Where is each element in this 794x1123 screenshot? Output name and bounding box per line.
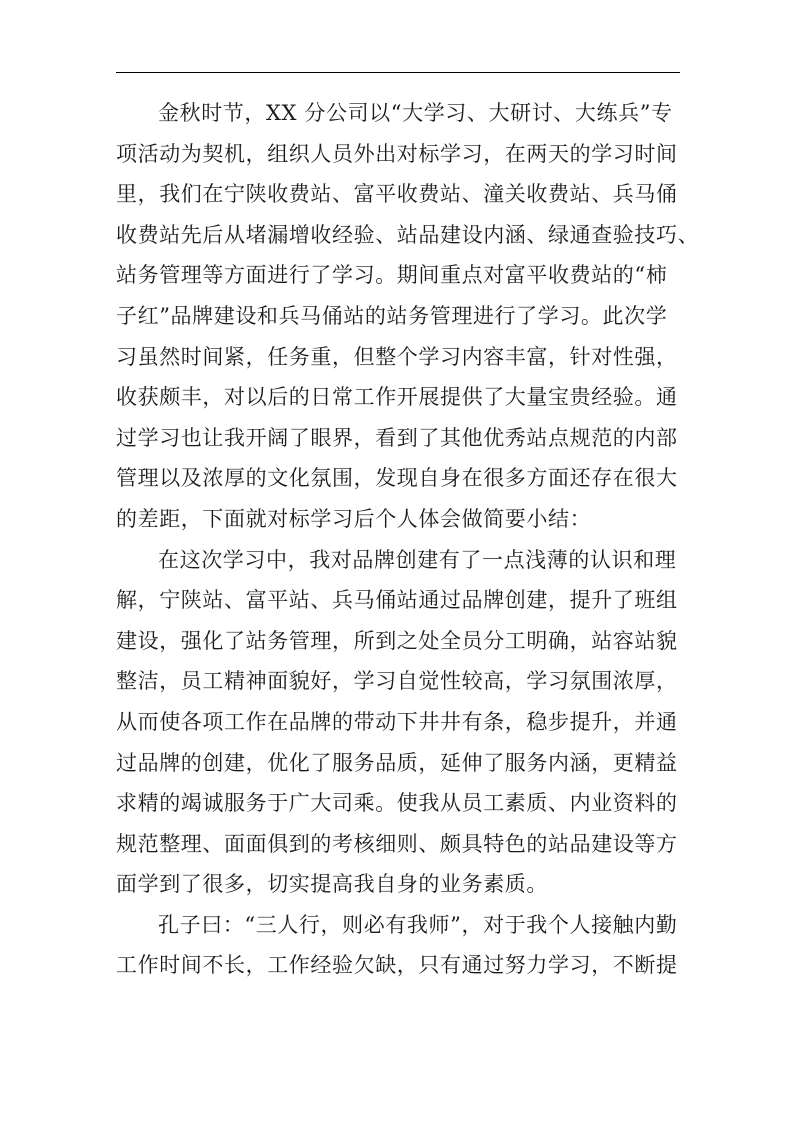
- text-line: 子红”品牌建设和兵马俑站的站务管理进行了学习。此次学: [116, 303, 668, 328]
- text-line: 收费站先后从堵漏增收经验、站品建设内涵、绿通查验技巧、: [116, 222, 700, 247]
- text-line: 建设，强化了站务管理，所到之处全员分工明确，站容站貌: [116, 628, 678, 653]
- text-line: 从而使各项工作在品牌的带动下井井有条，稳步提升，并通: [116, 709, 678, 734]
- text-line: 过学习也让我开阔了眼界，看到了其他优秀站点规范的内部: [116, 425, 678, 450]
- text-line: 面学到了很多，切实提高我自身的业务素质。: [116, 872, 548, 897]
- header-rule: [116, 72, 680, 73]
- text-line: 站务管理等方面进行了学习。期间重点对富平收费站的“柿: [116, 263, 668, 288]
- paragraph-3: [116, 905, 682, 986]
- paragraph-2: [116, 540, 682, 905]
- document-body: [116, 93, 700, 986]
- text-line: 解，宁陕站、富平站、兵马俑站通过品牌创建，提升了班组: [116, 588, 678, 613]
- text-line: 习虽然时间紧，任务重，但整个学习内容丰富，针对性强，: [116, 344, 678, 369]
- text-line: 里，我们在宁陕收费站、富平收费站、潼关收费站、兵马俑: [116, 182, 678, 207]
- text-line: 金秋时节，XX 分公司以“大学习、大研讨、大练兵”专: [158, 101, 673, 125]
- text-line: 工作时间不长，工作经验欠缺，只有通过努力学习，不断提: [116, 953, 678, 978]
- text-line: 的差距，下面就对标学习后个人体会做简要小结：: [116, 506, 592, 531]
- text-line: 规范整理、面面俱到的考核细则、颇具特色的站品建设等方: [116, 831, 678, 856]
- text-line: 管理以及浓厚的文化氛围，发现自身在很多方面还存在很大: [116, 466, 678, 491]
- text-line: 收获颇丰，对以后的日常工作开展提供了大量宝贵经验。通: [116, 385, 678, 410]
- text-line: 过品牌的创建，优化了服务品质，延伸了服务内涵，更精益: [116, 750, 678, 775]
- paragraph-1: [116, 93, 700, 540]
- text-line: 项活动为契机，组织人员外出对标学习，在两天的学习时间: [116, 141, 678, 166]
- text-line: 整洁，员工精神面貌好，学习自觉性较高，学习氛围浓厚，: [116, 669, 678, 694]
- text-line: 孔子曰：“三人行，则必有我师”，对于我个人接触内勤: [158, 912, 678, 937]
- text-line: 求精的竭诚服务于广大司乘。使我从员工素质、内业资料的: [116, 791, 678, 816]
- text-line: 在这次学习中，我对品牌创建有了一点浅薄的认识和理: [158, 547, 677, 572]
